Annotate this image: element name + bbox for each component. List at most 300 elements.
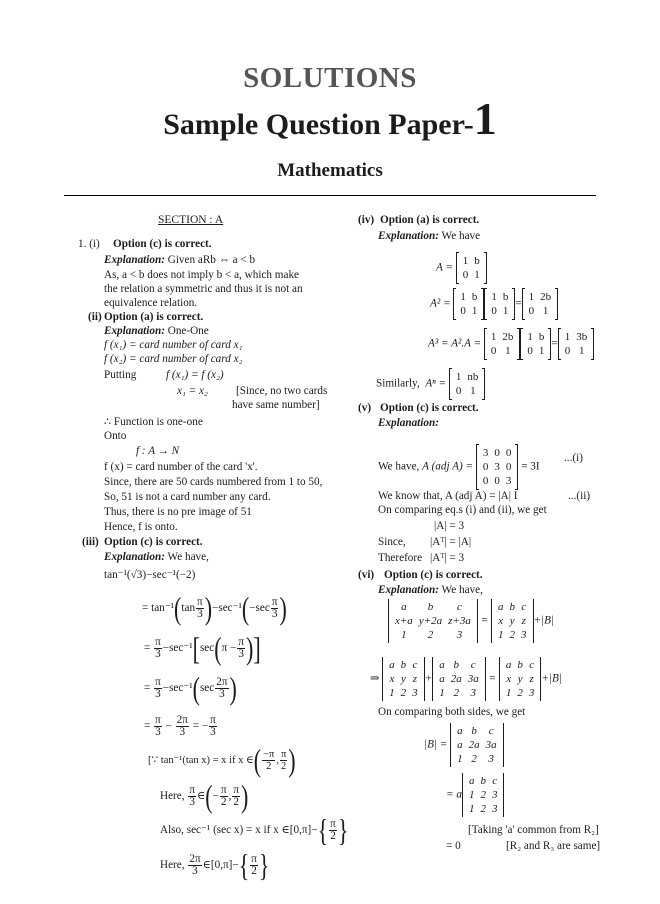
frac-pi-3 [209,715,217,738]
matrix-table [457,290,480,318]
matrix-cell: 1 [470,385,476,397]
matrix-row [526,304,555,318]
q1iii-option: Option (c) is correct. [104,536,203,548]
matrix-row [386,658,421,672]
num: π [233,784,240,796]
matrix-cell: b [538,331,545,343]
det-3 [450,723,504,767]
matrix-table [466,774,501,816]
frac-2pi-3 [188,854,201,877]
frac-pi-3 [154,677,162,700]
matrix-cell: x [506,673,512,685]
similarly-label: Similarly, [376,377,420,390]
since-label: Since, [378,536,406,548]
matrix-row [460,254,483,268]
zero-result: = 0 [446,840,461,852]
B-line [424,723,504,767]
det-eq-1: a b c x+a y+2a z+3a 1 2 3 = a b c x y z 1 2 3 +|B| [388,599,554,643]
matrix-cell: 1 [578,345,585,357]
q1vi-number: (vi) [358,569,375,581]
q1i-option: Option (c) is correct. [113,238,212,250]
neg: − [212,790,219,803]
q1iii-expl-text: We have, [167,551,209,563]
step-8 [160,846,270,883]
matrix-3b [558,329,595,359]
know-line: We know that, A (adj A) = |A| I [378,490,518,502]
matrix-row [503,658,538,672]
det-1 [388,599,478,643]
matrix-cell: 1 [502,305,509,317]
matrix-cell: a [505,659,512,671]
minus: − [165,720,172,733]
in: ∈ [197,790,206,803]
matrix-cell: 0 [494,447,500,459]
matrix-cell: 3 [456,629,463,641]
num: 2π [189,853,201,865]
aB-line [446,773,504,817]
matrix-cell: 2 [480,789,486,801]
step-7 [160,811,349,848]
bracket-open: [ [192,629,200,666]
matrix-cell: 3 [505,475,512,487]
q1ii-line-9: Since, there are 50 cards numbered from 1 to 50, [104,476,323,488]
den: 3 [189,796,195,808]
both-sides-line: On comparing both sides, we get [378,706,526,718]
matrix-cell: c [488,725,494,737]
den: 3 [238,648,244,660]
plus-B: +|B| [541,672,562,685]
paren-open: ( [253,741,262,778]
matrix-cell: 1 [491,291,497,303]
frac-pi-2 [232,785,240,808]
matrix-cell: 1 [389,687,395,699]
matrix-cell: 1 [538,345,545,357]
num: π [238,636,244,648]
matrix-cell: c [521,601,527,613]
num: π [210,714,216,726]
detA-line: |A| = 3 [434,520,465,532]
step-2 [144,629,261,666]
matrix-cell: 1 [505,687,512,699]
frac-pi-3 [196,597,204,620]
matrix-cell: b [517,659,523,671]
matrix-cell: 1 [474,269,480,281]
matrix-row [480,446,515,460]
q1v-explanation: Explanation: [378,417,439,429]
matrix-row [436,658,482,672]
q1iv-option: Option (a) is correct. [380,214,480,226]
matrix-cell: 0 [564,345,571,357]
matrix-cell: b [471,725,477,737]
step-4 [144,715,218,738]
matrix-row [454,752,500,766]
matrix-cell: 2 [509,629,515,641]
matrix-table [526,290,555,318]
matrix-cell: 1 [498,629,504,641]
explanation-label: Explanation: [378,584,439,596]
num: π [155,636,161,648]
num: −π [263,749,275,760]
matrix-row [488,344,517,358]
det-3 [432,657,486,701]
matrix-cell: c [529,659,535,671]
matrix-cell: 2 [427,629,434,641]
matrix-A [453,289,484,319]
matrix-cell: 1 [401,629,407,641]
matrix-cell: 3b [576,331,588,343]
q1ii-eq-2: x₁ = x₂ [177,385,208,397]
matrix-A [484,289,515,319]
sec: sec [199,682,215,695]
section-heading: SECTION : A [158,214,224,226]
matrix-row [480,460,515,474]
matrix-table [524,330,547,358]
therefore-label: Therefore [378,552,423,564]
matrix-row [436,672,482,686]
den: 2 [266,761,272,772]
num: π [330,818,336,830]
sec-inv: −sec⁻¹ [162,642,193,655]
header-rule [64,195,596,196]
matrix-cell: a [498,601,504,613]
q1iii-expression: tan⁻¹(√3)−sec⁻¹(−2) [104,569,196,581]
q1iii-explanation [104,550,209,565]
matrix-A [456,253,487,283]
eq: = [551,337,558,350]
minus: − [201,720,209,733]
num: π [271,596,278,608]
paper-title-text: Sample Question Paper- [163,108,474,141]
q1ii-line-8: f (x) = card number of the card 'x'. [104,461,258,473]
matrix-cell: 1 [528,291,535,303]
frac-pi-2 [250,854,258,877]
den: 3 [179,726,186,738]
bracket-close: ] [253,629,261,666]
den: 3 [155,726,161,738]
num: π [197,596,203,608]
matrix-cell: 1 [542,305,549,317]
matrix-row [562,330,591,344]
matrix-row [503,686,538,700]
comparing-line: On comparing eq.s (i) and (ii), we get [378,504,547,516]
paren-open: ( [205,777,213,814]
matrix-cell: nb [467,371,479,383]
q1v-number: (v) [358,402,372,414]
matrix-A-line [436,253,487,283]
matrix-cell: 2b [540,291,552,303]
matrix-cell: 1 [462,255,469,267]
matrix-cell: 1 [439,687,445,699]
paren-open: ( [192,669,200,706]
q1ii-number: (ii) [88,311,102,323]
matrix-cell: z [529,673,534,685]
frac-pi-2 [220,785,228,808]
num: π [280,749,287,760]
adj-line [378,445,540,489]
paren-close: ) [288,741,296,778]
q1ii-eq-1: f (x₁) = f (x₂) [166,369,224,381]
brace-close: } [258,846,270,883]
q1ii-line-7: f : A → N [136,445,180,457]
matrix-row [562,344,591,358]
matrix-cell: 3 [494,461,500,473]
matrix-row [460,268,483,282]
adj-lhs: A (adj A) = [422,460,474,473]
explanation-label: Explanation: [104,325,165,337]
matrix-cell: 2 [400,687,407,699]
q1ii-note-2: have same number] [232,399,320,411]
matrix-cell: a [457,725,463,737]
matrix-cell: 1 [457,753,463,765]
frac-2pi-3 [215,677,228,700]
eq: = [144,682,151,695]
matrix-A3-line [428,329,594,359]
matrix-cell: a [439,659,445,671]
matrix-row [495,600,530,614]
paren-close: ) [246,629,254,666]
matrix-cell: 2a [450,673,462,685]
matrix-row [453,370,482,384]
matrix-cell: b [427,601,434,613]
q1ii-line-11: Thus, there is no pre image of 51 [104,506,252,518]
set-minus: − [232,859,239,872]
frac-pi-3 [188,785,196,808]
eq: = [144,642,151,655]
matrix-table [488,330,517,358]
den: 2 [233,796,240,808]
matrix-cell: b [471,291,478,303]
matrix-cell: 3a [485,739,497,751]
step-1-tan: tan [181,602,196,615]
eq: = [192,720,200,733]
q1v-option: Option (c) is correct. [380,402,479,414]
matrix-cell: 2 [453,687,459,699]
matrix-row [480,474,515,488]
matrix-row [466,802,501,816]
brace-close: } [337,811,349,848]
matrix-row [488,290,511,304]
matrix-cell: 0 [505,447,512,459]
frac-pi-3 [154,637,162,660]
matrix-row [386,672,421,686]
q1i-expl-text: Given aRb ⇔ a < b [167,254,256,266]
matrix-row [453,384,482,398]
B-label: |B| = [424,738,448,751]
tag-i: ...(i) [564,452,583,464]
matrix-cell: 1 [471,305,478,317]
matrix-row [495,614,530,628]
matrix-cell: 3 [482,447,489,459]
paren-close: ) [279,589,287,626]
paren-open: ( [241,589,250,626]
matrix-cell: 1 [564,331,571,343]
detAT-line: |Aᵀ| = |A| [430,536,472,548]
num: π [155,676,161,688]
matrix-row [488,304,511,318]
matrix-cell: 1 [468,789,475,801]
q1ii-line-12: Hence, f is onto. [104,521,178,533]
matrix-cell: b [453,659,459,671]
matrix-table [454,724,500,766]
matrix-cell: a [457,739,463,751]
q1ii-expl-text: One-One [167,325,209,337]
matrix-cell: 2 [471,753,477,765]
matrix-row [457,290,480,304]
num: 2π [216,676,228,688]
matrix-cell: 0 [528,305,535,317]
matrix-row [457,304,480,318]
sec: sec [199,642,215,655]
matrix-cell: 3 [488,753,494,765]
det-4 [462,773,505,817]
taking-note: [Taking 'a' common from R₂] [468,824,599,836]
matrix-cell: 1 [460,291,466,303]
matrix-row [386,686,421,700]
frac-pi-3 [271,597,279,620]
matrix-row [392,628,474,642]
matrix-cell: c [457,601,462,613]
sec-rule: Also, sec⁻¹ (sec x) = x if x ∈ [160,824,290,837]
eq: = [144,720,151,733]
matrix-2b [522,289,559,319]
plus-B: +|B| [533,614,555,627]
matrix-cell: y [509,615,515,627]
q1ii-line-5: ∴ Function is one-one [104,416,203,428]
q1ii-option: Option (a) is correct. [104,311,204,323]
step-6: Here, $\frac{\pi}{3}$ ∈(− $\frac{\pi}{2}$ , $\frac{\pi}{2}$ ) [160,777,249,814]
matrix-cell: z [521,615,526,627]
q1ii-line-6: Onto [104,430,127,442]
den: 3 [192,865,198,877]
matrix-row [495,628,530,642]
range: [0,π] [289,824,312,837]
matrix-cell: 3 [491,789,498,801]
q1ii-line-10: So, 51 is not a card number any card. [104,491,271,503]
den: 3 [271,608,278,620]
matrix-cell: 1 [527,331,533,343]
matrix-row [436,686,482,700]
matrix-cell: 0 [491,305,497,317]
den: 2 [280,761,287,772]
matrix-cell: 0 [455,385,462,397]
q1ii-putting: Putting [104,369,137,381]
frac-pi-2 [280,749,287,772]
matrix-A [520,329,551,359]
matrix-cell: 1 [455,371,462,383]
matrix-cell: 0 [490,345,497,357]
An-label: Aⁿ = [425,377,447,390]
matrix-cell: 0 [505,461,512,473]
matrix-row [524,344,547,358]
matrix-cell: 1 [490,331,497,343]
in: ∈ [202,859,211,872]
paren-close: ) [241,777,249,814]
matrix-row [392,600,474,614]
matrix-cell: z+3a [448,615,471,627]
q1ii-note-1: [Since, no two cards [236,385,328,397]
q1i-line-4: equivalence relation. [104,297,198,309]
q1iv-explanation [378,229,480,244]
num: π [251,853,257,865]
num: π [189,784,195,796]
den: 2 [251,865,257,877]
matrix-cell: x [389,673,395,685]
matrix-3I [476,445,519,489]
matrix-table [386,658,421,700]
matrix-cell: x+a [395,615,413,627]
matrix-cell: 3 [491,803,498,815]
explanation-label: Explanation: [104,254,165,266]
step-1 [142,589,287,626]
frac-neg-pi-2 [262,749,275,772]
q1-number: 1. (i) [78,238,100,250]
matrix-cell: y+2a [418,615,443,627]
matrix-cell: 3 [412,687,418,699]
frac-2pi-3 [176,715,189,738]
solutions-title: SOLUTIONS [243,62,417,94]
step-1-tan-inv: = tan⁻¹ [142,602,175,615]
matrix-table [480,446,515,488]
matrix-table [436,658,482,700]
num: π [220,784,227,796]
matrix-cell: 2 [517,687,523,699]
paren-open: ( [214,629,222,666]
here-label: Here, [160,790,185,803]
matrix-table [453,370,482,398]
matrix-cell: a [439,673,445,685]
paren-close: ) [229,669,237,706]
matrix-row [524,330,547,344]
matrix-cell: 0 [482,461,489,473]
step-1-sec: −sec [249,602,270,615]
den: 3 [155,688,161,700]
den: 3 [219,688,225,700]
q1vi-expl-text: We have, [441,584,483,596]
eq-a: = a [446,788,462,801]
matrix-nb [449,369,486,399]
matrix-cell: y [400,673,406,685]
det-2 [499,657,542,701]
frac-pi-2 [329,819,337,842]
detAT2-line: |Aᵀ| = 3 [430,552,465,564]
matrix-cell: 3 [521,629,527,641]
subject-title: Mathematics [277,160,383,181]
matrix-A2-line [430,289,558,319]
matrix-cell: 0 [460,305,466,317]
pi-minus: π − [221,642,237,655]
matrix-row [454,724,500,738]
matrix-cell: z [412,673,418,685]
sec-inv: −sec⁻¹ [162,682,193,695]
q1iii-number: (iii) [82,536,99,548]
step-5: [∵ tan⁻¹(tan x) = x if x ∈( $\frac{-\pi}{2}$ , $\frac{\pi}{2}$ ) [148,741,296,778]
matrix-row [454,738,500,752]
matrix-cell: a [401,601,407,613]
A3-label: A³ = A².A = [428,337,482,350]
matrix-cell: b [400,659,407,671]
matrix-cell: 3 [528,687,535,699]
q1iv-number: (iv) [358,214,375,226]
explanation-label: Explanation: [378,230,439,242]
frac-pi-3 [237,637,245,660]
det-2 [491,599,534,643]
matrix-cell: a [468,775,475,787]
matrix-cell: b [474,255,480,267]
matrix-cell: 1 [468,803,475,815]
matrix-cell: 3a [467,673,479,685]
q1ii-line-1: f (x₁) = card number of card x₁ [104,339,243,351]
det-eq-2: ⇒ a b c x y z 1 2 3 + a b c a 2a 3a 1 2 3 = a b c x y z 1 2 3 +|B| [370,659,562,699]
